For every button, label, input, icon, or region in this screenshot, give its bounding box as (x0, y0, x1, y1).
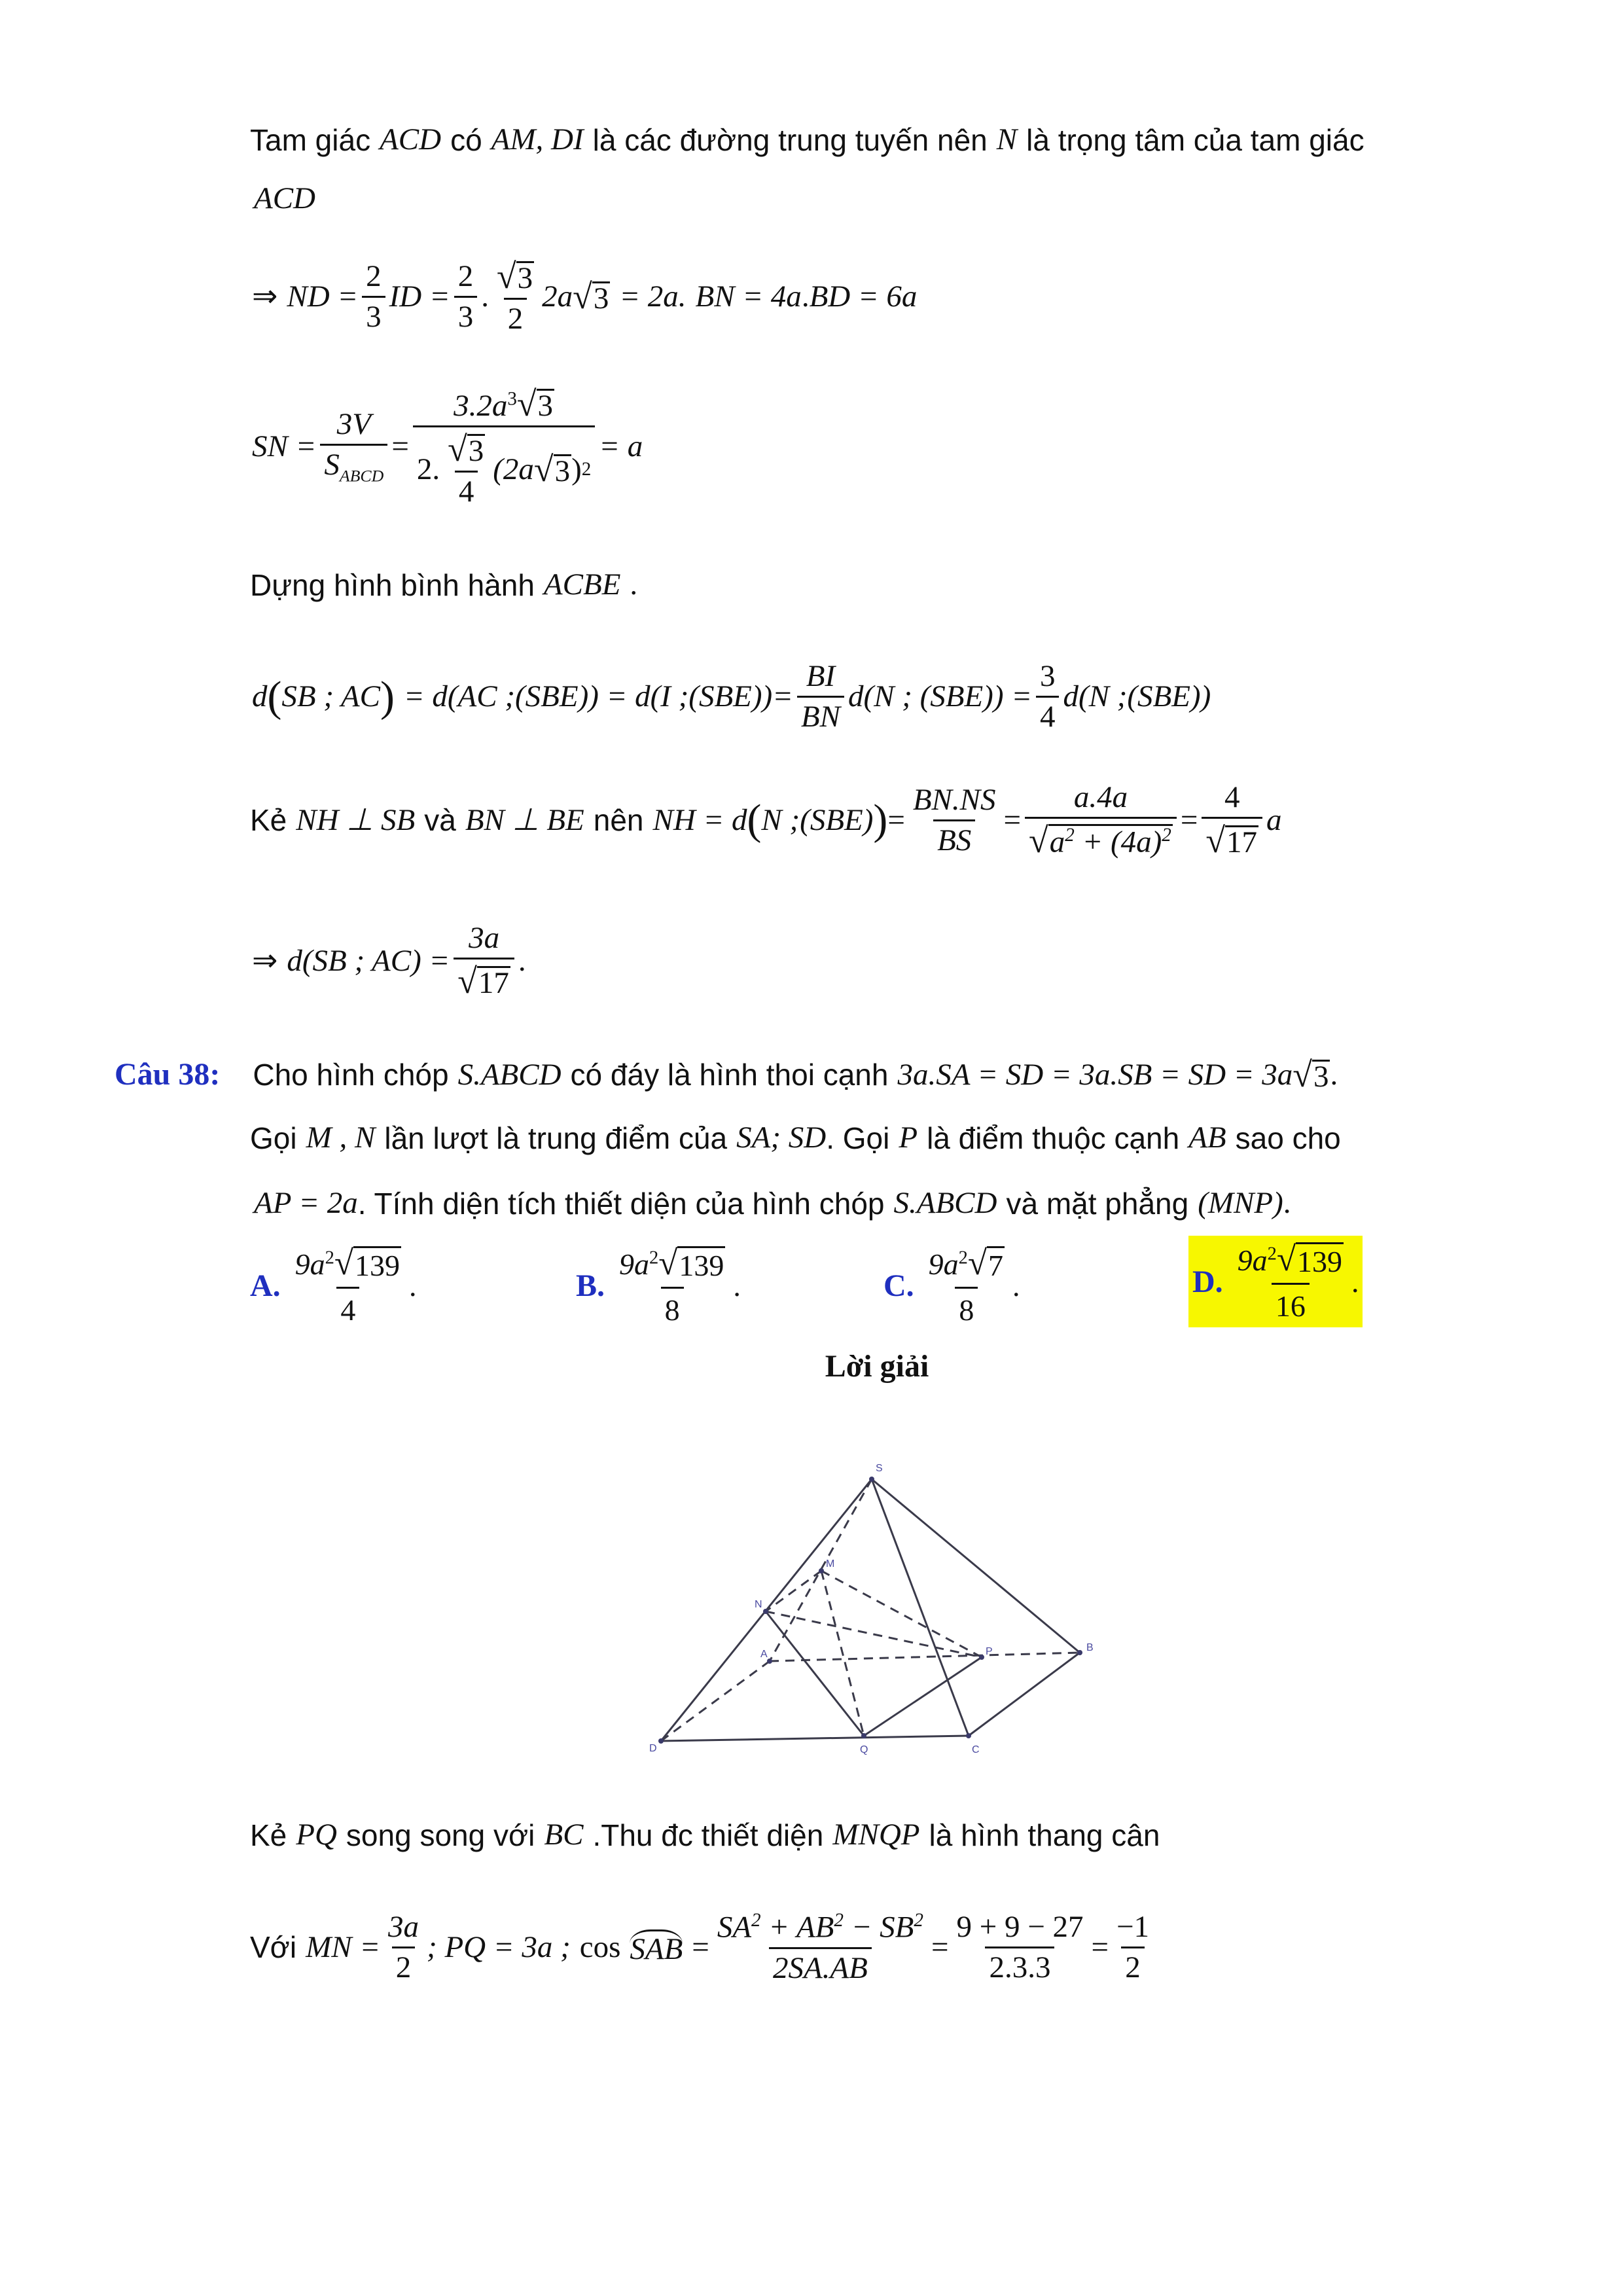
edge-AB-hidden (770, 1653, 1080, 1661)
sqrt: √ 3 (1293, 1055, 1329, 1094)
sqrt-arg: 3 (468, 434, 484, 469)
math: N (996, 122, 1018, 156)
math: BC (544, 1818, 584, 1852)
sqrt-arg: 17 (1226, 825, 1258, 860)
text: Gọi (250, 1121, 297, 1155)
superscript: 2 (834, 1910, 844, 1931)
text: sao cho (1235, 1121, 1341, 1155)
point-D (658, 1738, 664, 1744)
math: S (324, 447, 340, 482)
denominator: 16 (1272, 1283, 1310, 1323)
math: = a (599, 429, 643, 464)
text: Với (250, 1930, 297, 1965)
math: (MNP) (1198, 1186, 1283, 1220)
superscript: 2 (751, 1910, 761, 1931)
numerator: 3 (1039, 659, 1056, 693)
fraction (291, 1244, 405, 1327)
sqrt-arg: 7 (987, 1246, 1005, 1283)
paren: ) (380, 672, 395, 721)
line-5 (250, 569, 637, 600)
fraction (384, 1909, 423, 1984)
text: Kẻ (250, 803, 287, 838)
numerator: BN.NS (912, 782, 996, 817)
math: SN = (252, 429, 317, 464)
numerator: −1 (1116, 1909, 1150, 1944)
math: . (630, 567, 638, 601)
fraction (1025, 782, 1177, 858)
math: BN ⊥ BE (465, 802, 584, 837)
math: MNQP (832, 1818, 920, 1852)
sqrt-arg: 3 (537, 389, 554, 423)
text: Cho hình chóp (253, 1058, 449, 1092)
superscript: 2 (649, 1247, 659, 1268)
numerator: $9a^2$ √ 7 (928, 1244, 1003, 1282)
math: NH ⊥ SB (296, 802, 416, 837)
numerator: 4 (1224, 780, 1240, 814)
sqrt-arg: 3 (517, 261, 533, 296)
math: 2a (542, 279, 573, 314)
math: = d(AC ;(SBE)) = d(I ;(SBE))= (403, 679, 793, 713)
math: . (1330, 1057, 1338, 1092)
math: ACBE (543, 567, 621, 601)
denominator (320, 444, 387, 484)
math: NH = d (652, 802, 747, 837)
denominator: 2 (1121, 1946, 1145, 1983)
fraction (320, 406, 387, 486)
denominator: √ 17 (1202, 817, 1262, 858)
fraction (925, 1244, 1008, 1327)
text: Tam giác (250, 122, 371, 157)
math: ; PQ = 3a ; (427, 1929, 571, 1964)
sqrt-arg: 3 (554, 454, 571, 489)
fraction (1036, 661, 1060, 732)
math: SA (717, 1910, 752, 1945)
fraction (797, 661, 844, 732)
math: AP = 2a (254, 1186, 358, 1220)
sqrt-arg: 139 (1296, 1242, 1344, 1279)
fraction (952, 1909, 1087, 1984)
subscript: ABCD (339, 466, 384, 486)
superscript: 2 (1267, 1244, 1277, 1265)
numerator: 3a (388, 1909, 419, 1944)
math: ACD (254, 181, 315, 215)
option-label: A. (250, 1268, 281, 1303)
line-7-formula (250, 782, 1282, 858)
text: Dựng hình bình hành (250, 567, 535, 602)
math: M , N (306, 1121, 376, 1155)
denominator: BN (797, 696, 844, 732)
solution-title: Lời giải (825, 1349, 929, 1384)
text: Kẻ (250, 1818, 287, 1852)
edge-DC (661, 1736, 969, 1741)
line-4-formula (252, 386, 643, 507)
option-a[interactable] (250, 1244, 416, 1327)
line-6-formula (252, 661, 1211, 732)
text: và mặt phẳng (1006, 1186, 1189, 1221)
math: ) (571, 452, 582, 486)
question-38-line-3 (254, 1188, 1291, 1219)
superscript: 3 (507, 388, 517, 410)
numerator: $9a^2$ √ 139 (294, 1244, 400, 1282)
numerator: 2 (457, 259, 474, 293)
fraction (362, 261, 385, 332)
fraction (909, 782, 1000, 857)
superscript: 2 (581, 458, 592, 480)
math: . (733, 1268, 741, 1302)
math: SA; SD (736, 1121, 827, 1155)
math: + (4a) (1074, 825, 1162, 860)
implies-symbol: ⇒ (252, 279, 278, 314)
text: là các đường trung tuyến nên (592, 122, 988, 157)
fraction (454, 923, 514, 999)
pyramid-figure (615, 1453, 1270, 1767)
denominator: 2. √ 3 4 (2a √ 3 ) 2 (413, 425, 595, 507)
math: N ;(SBE) (761, 802, 874, 837)
point-Q (861, 1733, 866, 1738)
math: + AB (760, 1910, 834, 1945)
label-P: P (986, 1646, 993, 1657)
sqrt-arg: 139 (677, 1246, 725, 1283)
math: . (1012, 1268, 1020, 1302)
superscript: 2 (914, 1910, 923, 1931)
text: và (424, 803, 456, 838)
math: d(SB ; AC) = (287, 943, 450, 978)
math: d(N ; (SBE)) = (847, 679, 1032, 713)
edge-MP-hidden (821, 1571, 982, 1657)
math: S.ABCD (893, 1186, 997, 1220)
fraction (713, 1911, 927, 1984)
denominator: 4 (1036, 696, 1060, 732)
point-A (767, 1659, 772, 1664)
sqrt-arg: 139 (353, 1246, 401, 1283)
math: ND = (287, 279, 359, 314)
fraction (1202, 782, 1262, 858)
superscript: 2 (1162, 825, 1171, 846)
label-S: S (876, 1463, 883, 1474)
text: là hình thang cân (929, 1818, 1160, 1852)
line-1 (250, 124, 1364, 155)
denominator: √ 17 (454, 958, 514, 999)
math: a (1049, 825, 1065, 860)
text: là trọng tâm của tam giác (1026, 122, 1364, 157)
after-line-2-formula (250, 1911, 1157, 1984)
line-3-formula (252, 259, 917, 334)
math: = (1003, 802, 1022, 837)
math: . (801, 279, 810, 314)
numerator: √ 3 (448, 429, 484, 469)
paren: ( (267, 672, 282, 721)
numerator: $9a^2$ √ 139 (619, 1244, 724, 1282)
math: . (1283, 1186, 1291, 1220)
math: = (391, 429, 409, 464)
denominator: 2 (392, 1946, 416, 1983)
math: = (692, 1929, 709, 1964)
numerator: √ 3 (496, 257, 533, 296)
sqrt-arg: 3 (593, 281, 609, 316)
label-D: D (649, 1743, 657, 1754)
label-C: C (972, 1744, 980, 1755)
math: BD = 6a (809, 279, 918, 314)
fraction (444, 431, 489, 507)
math: (2a (493, 452, 534, 486)
line-2 (254, 183, 315, 214)
text: có đáy là hình thoi cạnh (570, 1058, 889, 1092)
math: ACD (380, 122, 442, 156)
text: có (450, 122, 482, 157)
label-M: M (826, 1558, 835, 1570)
question-label: Câu 38: (115, 1057, 221, 1092)
fraction (1234, 1240, 1347, 1323)
denominator: 3 (362, 296, 385, 332)
denominator: 8 (955, 1287, 978, 1327)
numerator (713, 1911, 927, 1947)
numerator: a.4a (1073, 780, 1128, 814)
denominator: √ $a^2 + (4a)^2$ (1025, 817, 1177, 858)
point-M (819, 1568, 824, 1573)
paren: ) (873, 796, 888, 844)
fraction (454, 261, 478, 332)
denominator: 8 (661, 1287, 684, 1327)
denominator: 2 (504, 298, 527, 334)
sqrt-arg: 17 (478, 966, 509, 1001)
superscript: 2 (958, 1247, 968, 1268)
math: 3a.SA = SD = 3a.SB = SD = 3a (897, 1057, 1293, 1092)
math: − SB (843, 1910, 914, 1945)
denominator: 2.3.3 (985, 1946, 1054, 1983)
math: S.ABCD (457, 1057, 562, 1092)
implies-symbol: ⇒ (252, 943, 278, 978)
label-B: B (1086, 1642, 1094, 1653)
numerator: 9 + 9 − 27 (956, 1909, 1084, 1944)
angle-math: SAB (630, 1929, 683, 1965)
math: 2. (416, 452, 440, 486)
denominator: 2SA.AB (769, 1947, 872, 1984)
math: = (1091, 1929, 1109, 1964)
option-b[interactable] (576, 1244, 741, 1327)
superscript: 2 (325, 1247, 334, 1268)
line-8-formula (252, 923, 526, 999)
numerator: 2 (366, 259, 382, 293)
math: d(N ;(SBE)) (1063, 679, 1211, 713)
math: . (481, 279, 489, 314)
after-line-1 (250, 1820, 1160, 1850)
point-C (966, 1733, 971, 1738)
paren: ( (747, 796, 762, 844)
math: = 2a. (619, 279, 687, 314)
math: = (931, 1929, 949, 1964)
math: AM, DI (491, 122, 584, 156)
edge-CB (969, 1653, 1080, 1736)
text: là điểm thuộc cạnh (927, 1121, 1180, 1155)
label-Q: Q (860, 1744, 868, 1755)
math: = (1180, 802, 1198, 837)
denominator: BS (933, 819, 975, 856)
option-label: C. (883, 1268, 914, 1303)
math: ID = (389, 279, 450, 314)
math: AB (1188, 1121, 1226, 1155)
option-d-highlighted[interactable] (1188, 1236, 1363, 1327)
math: 9a (1237, 1244, 1268, 1277)
math: SB ; AC (281, 679, 380, 713)
text: . Gọi (826, 1121, 890, 1155)
denominator: 4 (336, 1287, 359, 1327)
math: . (408, 1268, 417, 1302)
option-label: B. (576, 1268, 605, 1303)
label-N: N (755, 1599, 762, 1610)
option-label: D. (1192, 1264, 1223, 1299)
question-38-line-2 (250, 1122, 1341, 1153)
math: BN = 4a (695, 279, 802, 314)
text: nên (593, 803, 644, 838)
math: PQ (296, 1818, 337, 1852)
text: . Tính diện tích thiết diện của hình chóp (357, 1186, 885, 1221)
math: . (518, 943, 526, 978)
text: .Thu đc thiết diện (592, 1818, 824, 1852)
numerator: BI (806, 659, 836, 693)
point-B (1077, 1650, 1082, 1655)
question-38-line-1 (115, 1057, 1338, 1092)
text: lần lượt là trung điểm của (384, 1121, 728, 1155)
numerator: $3.2a^3$ √ 3 (454, 384, 554, 423)
edge-MQ-hidden (821, 1571, 864, 1736)
denominator: 3 (454, 296, 478, 332)
text: song song với (346, 1818, 535, 1852)
math: a (1266, 802, 1282, 837)
sqrt-arg: 3 (1313, 1060, 1329, 1094)
option-c[interactable] (883, 1244, 1020, 1327)
math: 3.2a (454, 389, 508, 423)
numerator: 3V (336, 406, 371, 441)
fraction (413, 386, 595, 507)
numerator: 3a (469, 921, 500, 955)
point-P (979, 1655, 984, 1660)
numerator: $9a^2$ √ 139 (1237, 1240, 1342, 1278)
fraction (615, 1244, 729, 1327)
math: P (899, 1121, 918, 1155)
math: 9a (619, 1247, 650, 1281)
fraction (1113, 1909, 1153, 1984)
math: MN = (306, 1929, 381, 1964)
label-A: A (760, 1649, 768, 1660)
superscript: 2 (1065, 825, 1075, 846)
fraction (493, 259, 538, 334)
math: d (252, 679, 268, 713)
point-S (869, 1477, 874, 1482)
edge-SB (872, 1479, 1080, 1653)
denominator: 4 (455, 471, 478, 507)
sqrt: √ 3 (573, 277, 609, 316)
math: . (1351, 1265, 1359, 1299)
math: = (887, 802, 905, 837)
math: cos (579, 1929, 621, 1964)
math: 9a (928, 1247, 959, 1281)
edge-NP-hidden (766, 1611, 982, 1657)
math: 9a (294, 1247, 325, 1281)
point-N (763, 1609, 768, 1614)
